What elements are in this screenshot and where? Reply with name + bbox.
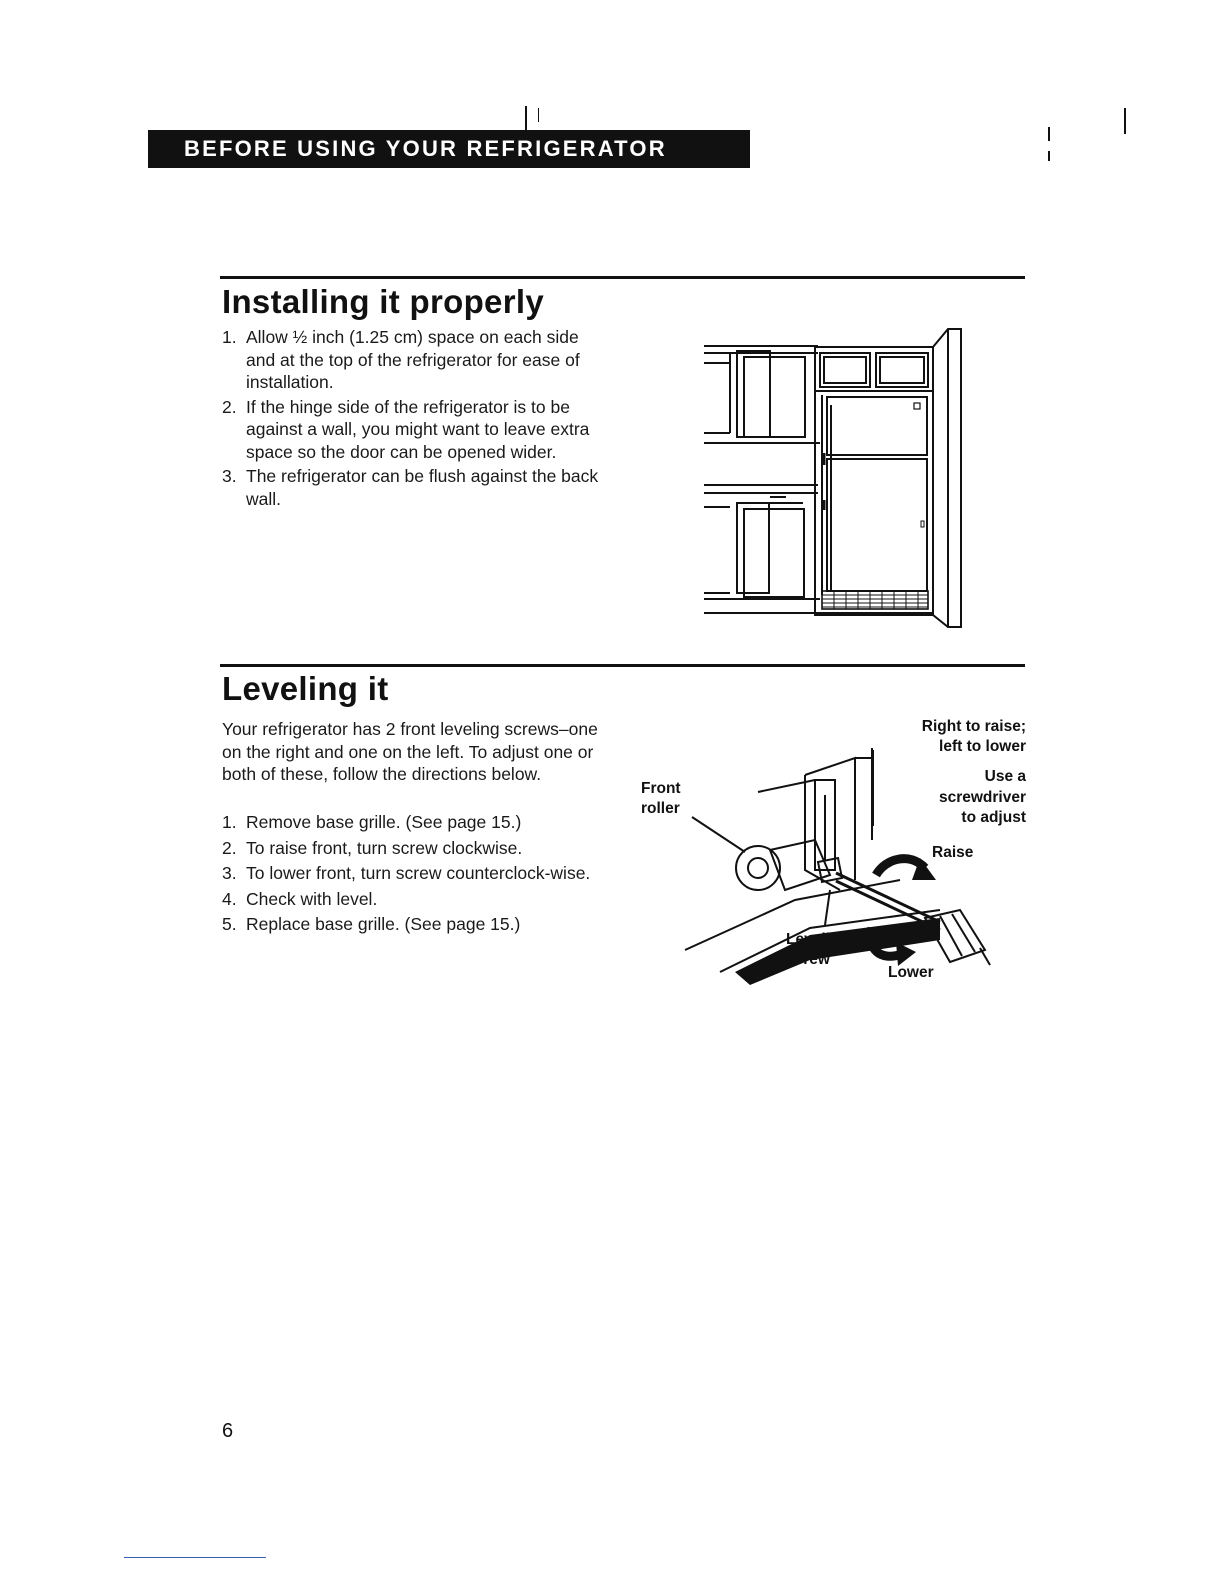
step-text: Remove base grille. (See page 15.) bbox=[246, 812, 522, 832]
step-number: 2. bbox=[222, 396, 237, 417]
step-number: 4. bbox=[222, 888, 237, 909]
scan-mark bbox=[1124, 108, 1126, 134]
list-item bbox=[222, 396, 612, 464]
step-number: 5. bbox=[222, 914, 237, 934]
installing-heading: Installing it properly bbox=[222, 283, 544, 320]
step-number: 3. bbox=[222, 466, 237, 486]
page-number: 6 bbox=[222, 1420, 234, 1442]
section-divider bbox=[220, 276, 1025, 279]
footer-line bbox=[124, 1557, 266, 1558]
scan-mark bbox=[1048, 127, 1050, 141]
step-text: Allow ½ inch (1.25 cm) space on each side and at the top of the refrigerator for ease of installation. bbox=[246, 327, 580, 392]
step-number: 1. bbox=[222, 327, 237, 347]
refrigerator-installation-illustration bbox=[700, 325, 970, 635]
leveling-intro: Your refrigerator has 2 front leveling screws–one on the right and one on the left. To adjust one or both of these, follow the directions below. bbox=[222, 719, 598, 784]
list-item bbox=[222, 862, 612, 885]
label-to-adjust: to adjust bbox=[961, 809, 1026, 826]
step-number: 2. bbox=[222, 837, 237, 858]
scan-mark bbox=[538, 108, 539, 122]
list-item bbox=[222, 465, 612, 510]
list-item bbox=[222, 913, 612, 936]
scan-mark bbox=[1048, 151, 1050, 161]
step-text: To lower front, turn screw counterclock-wise. bbox=[246, 863, 591, 883]
label-roller: roller bbox=[641, 800, 680, 817]
list-item bbox=[222, 811, 612, 834]
section-banner: BEFORE USING YOUR REFRIGERATOR bbox=[148, 130, 750, 168]
step-text: Replace base grille. (See page 15.) bbox=[246, 914, 521, 934]
label-raise: Raise bbox=[932, 844, 974, 861]
label-use-a: Use a bbox=[984, 768, 1026, 785]
step-number: 3. bbox=[222, 863, 237, 883]
section-divider bbox=[220, 664, 1025, 667]
label-screwdriver: screwdriver bbox=[938, 789, 1026, 806]
label-screw: screw bbox=[786, 951, 830, 968]
list-item bbox=[222, 888, 612, 911]
leveling-steps bbox=[222, 811, 612, 936]
label-front: Front bbox=[641, 780, 681, 797]
label-lower: Lower bbox=[888, 964, 934, 981]
step-text: If the hinge side of the refrigerator is to be against a wall, you might want to leave extra space so the door can be opened wider. bbox=[246, 396, 590, 462]
step-text: Check with level. bbox=[246, 888, 378, 909]
scan-mark bbox=[525, 106, 527, 130]
list-item bbox=[222, 837, 612, 860]
leveling-heading: Leveling it bbox=[222, 670, 389, 707]
installing-steps bbox=[222, 326, 612, 510]
list-item bbox=[222, 326, 612, 394]
step-text: To raise front, turn screw clockwise. bbox=[246, 837, 523, 858]
step-text: The refrigerator can be flush against the back wall. bbox=[246, 466, 599, 509]
label-left-to-lower: left to lower bbox=[939, 738, 1026, 755]
label-leveling: Leveling bbox=[786, 931, 849, 948]
step-number: 1. bbox=[222, 812, 237, 832]
label-right-to-raise: Right to raise; bbox=[921, 718, 1026, 735]
